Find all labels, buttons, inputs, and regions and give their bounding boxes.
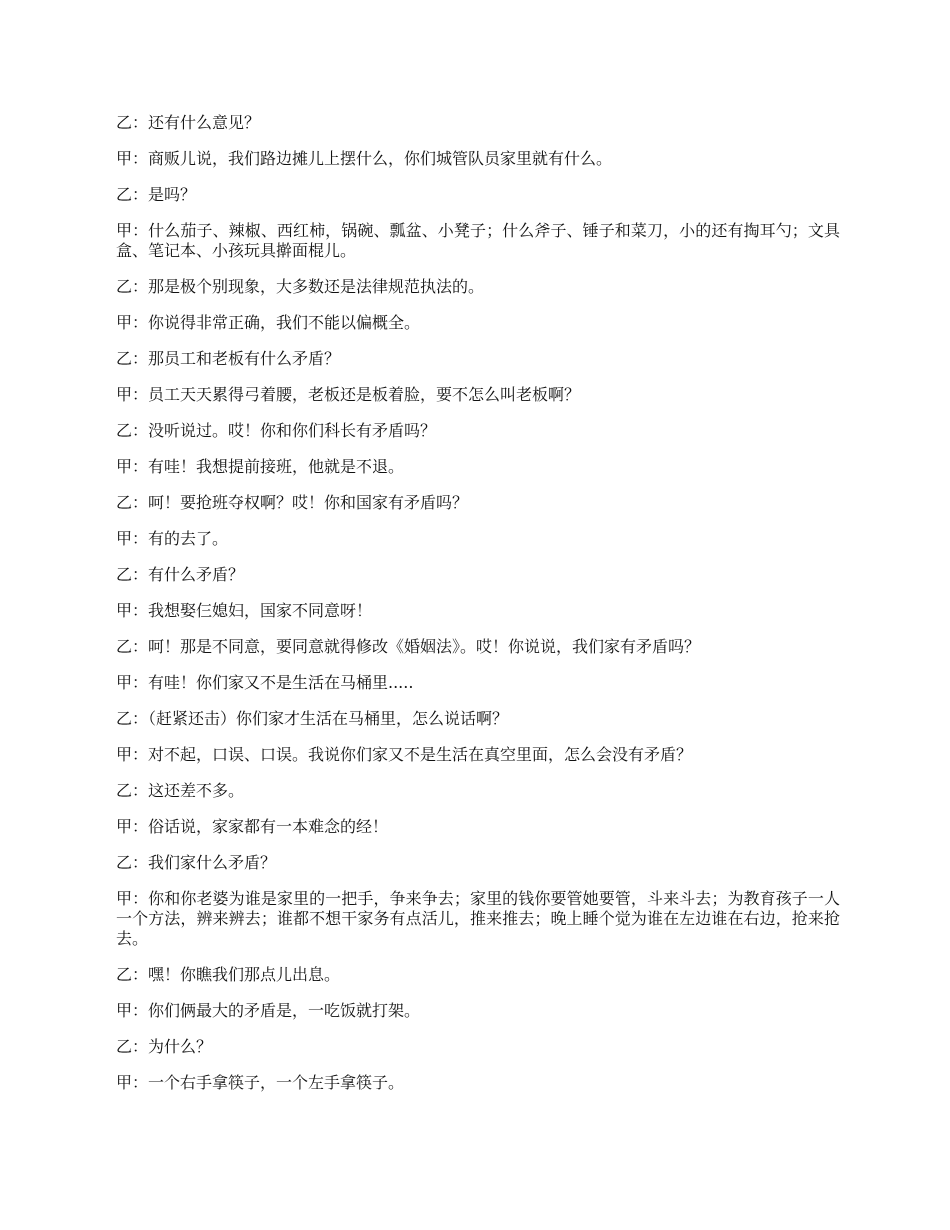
dialogue-line: 甲：有哇！你们家又不是生活在马桶里..... — [116, 673, 414, 692]
dialogue-line: 乙：有什么矛盾？ — [116, 565, 245, 584]
dialogue-line: 甲：有哇！我想提前接班，他就是不退。 — [116, 457, 405, 476]
dialogue-line: 乙：（赶紧还击）你们家才生活在马桶里，怎么说话啊？ — [116, 709, 509, 728]
dialogue-line: 乙：我们家什么矛盾？ — [116, 853, 277, 872]
dialogue-line: 乙：嘿！你瞧我们那点儿出息。 — [116, 965, 341, 984]
dialogue-line: 甲：对不起，口误、口误。我说你们家又不是生活在真空里面，怎么会没有矛盾？ — [116, 745, 693, 764]
dialogue-line: 乙：呵！那是不同意，要同意就得修改《婚姻法》。哎！你说说，我们家有矛盾吗？ — [116, 637, 701, 656]
dialogue-line: 乙：呵！要抢班夺权啊？哎！你和国家有矛盾吗？ — [116, 493, 469, 512]
dialogue-line: 甲：有的去了。 — [116, 529, 229, 548]
dialogue-line: 乙：还有什么意见？ — [116, 113, 261, 132]
dialogue-line: 甲：你们俩最大的矛盾是，一吃饭就打架。 — [116, 1001, 421, 1020]
dialogue-line: 乙：那员工和老板有什么矛盾？ — [116, 349, 341, 368]
dialogue-line: 甲：什么茄子、辣椒、西红柿，锅碗、瓢盆、小凳子；什么斧子、锤子和菜刀，小的还有掏耳勺；文具盒、笔记本、小孩玩具擀面棍儿。 — [116, 221, 840, 260]
dialogue-line: 乙：没听说过。哎！你和你们科长有矛盾吗？ — [116, 421, 437, 440]
dialogue-line: 乙：是吗？ — [116, 185, 197, 204]
dialogue-line: 甲：俗话说，家家都有一本难念的经！ — [116, 817, 389, 836]
dialogue-line: 甲：员工天天累得弓着腰，老板还是板着脸，要不怎么叫老板啊？ — [116, 385, 581, 404]
dialogue-body — [116, 113, 840, 1109]
dialogue-line: 乙：那是极个别现象，大多数还是法律规范执法的。 — [116, 277, 485, 296]
dialogue-line: 甲：一个右手拿筷子，一个左手拿筷子。 — [116, 1073, 405, 1092]
dialogue-line: 甲：商贩儿说，我们路边摊儿上摆什么，你们城管队员家里就有什么。 — [116, 149, 613, 168]
dialogue-line: 乙：为什么？ — [116, 1037, 213, 1056]
dialogue-line: 甲：你和你老婆为谁是家里的一把手，争来争去；家里的钱你要管她要管，斗来斗去；为教育孩子一人一个方法，辨来辨去；谁都不想干家务有点活儿，推来推去；晚上睡个觉为谁在左边谁在右边，抢来抢去。 — [116, 889, 840, 948]
dialogue-line: 甲：你说得非常正确，我们不能以偏概全。 — [116, 313, 421, 332]
dialogue-line: 甲：我想娶仨媳妇，国家不同意呀！ — [116, 601, 373, 620]
dialogue-line: 乙：这还差不多。 — [116, 781, 245, 800]
